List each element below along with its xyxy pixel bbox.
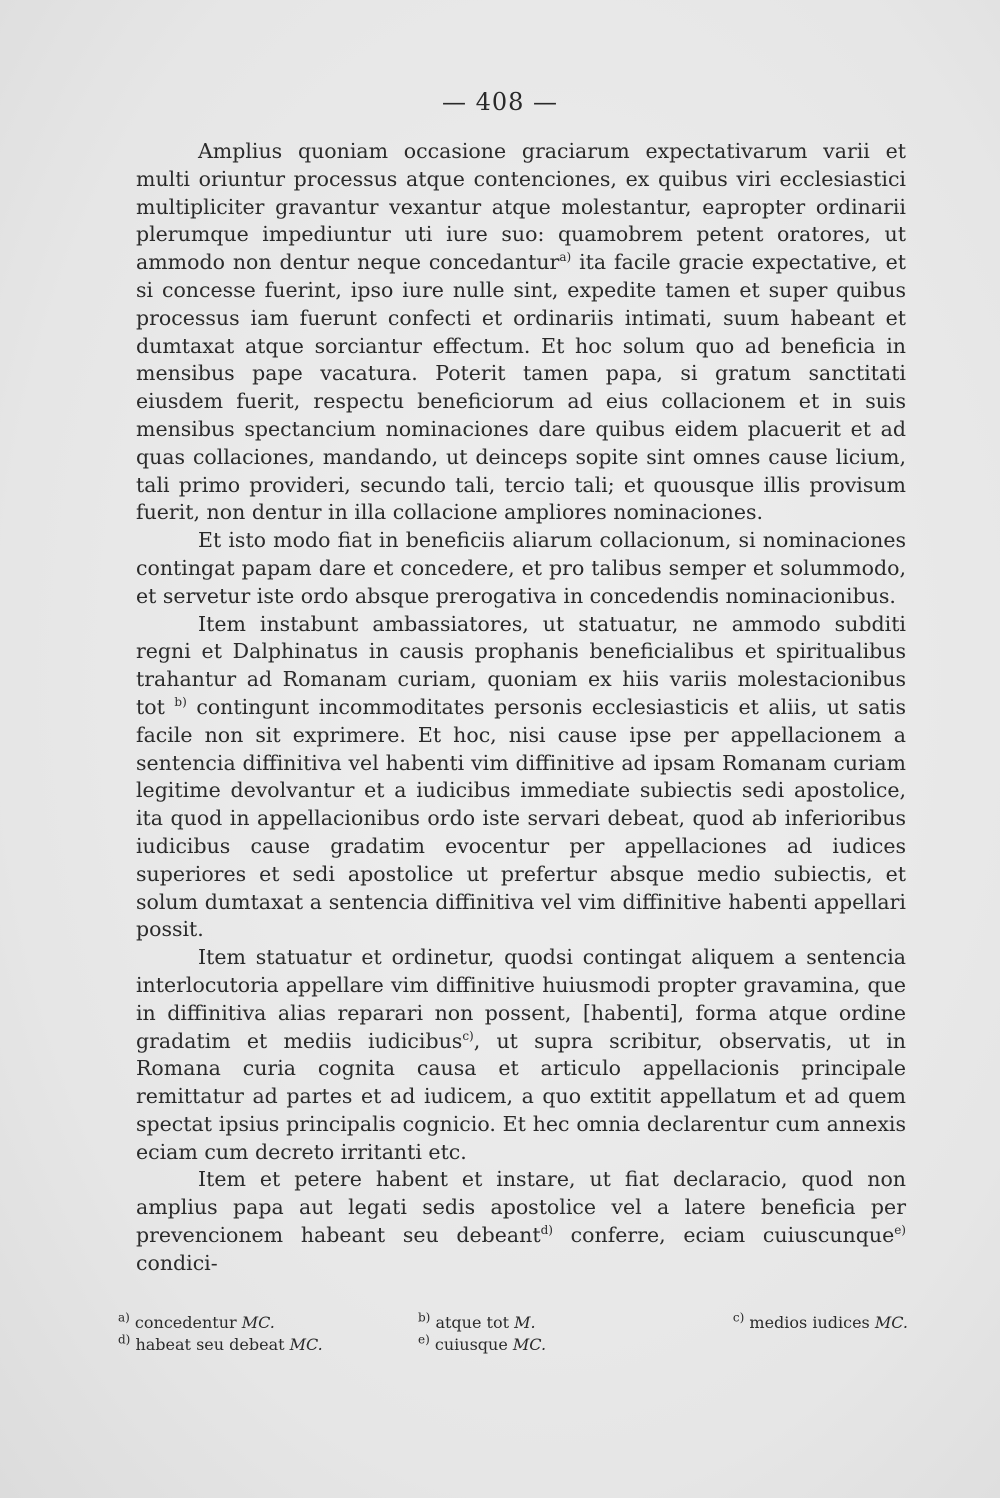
footnote (118, 1312, 418, 1334)
footnote (418, 1312, 658, 1334)
footnote-text: atque tot (430, 1313, 515, 1332)
page-number: — 408 — (441, 88, 559, 116)
text-run: Item et petere habent et instare, ut fiat declaracio, quod non amplius papa aut legati sedis apostolice vel a latere beneficia per prevencionem habeant seu debeant (136, 1167, 906, 1248)
footnote-text: medios iudices (744, 1313, 875, 1332)
footnote-reference: e) (894, 1223, 906, 1238)
footnote-siglum: MC. (874, 1313, 908, 1332)
text-run: Amplius quoniam occasione graciarum expectativarum varii et multi oriuntur processus atque contenciones, ex quibus viri ecclesiastici multipliciter gravantur vexantur atque molestantur, eapropter ordinarii plerumque impediuntur uti iure suo: quamobrem petent oratores, ut ammodo non dentur neque concedantur (136, 139, 906, 275)
text-run: Et isto modo fiat in beneficiis aliarum collacionum, si nominaciones contingat papam dare et concedere, et pro talibus semper et solummodo, et servetur iste ordo absque prerogativa in concedendis nominacionibus. (136, 528, 906, 608)
footnote-mark: b) (418, 1310, 431, 1325)
footnote-siglum: M. (514, 1313, 536, 1332)
footnote (118, 1334, 418, 1356)
footnote-siglum: MC. (289, 1335, 323, 1354)
text-run: condici- (136, 1250, 218, 1275)
footnote-reference: c) (462, 1028, 474, 1043)
paragraph (136, 944, 906, 1166)
footnote-text: cuiusque (429, 1335, 513, 1354)
footnote-mark: a) (118, 1310, 130, 1325)
footnote-mark: e) (418, 1332, 430, 1347)
footnote-reference: a) (559, 250, 572, 265)
paragraph (136, 611, 906, 945)
text-run: contingunt incommoditates personis ecclesiasticis et aliis, ut satis facile non sit exprimere. Et hoc, nisi cause ipse per appellacionem a sentencia diffinitiva vel habenti vim diffinitive ad ipsam Romanam curiam legitime devolvantur et a iudicibus immediate subiectis sedi apostolice, ita quod in appellacionibus ordo iste servari debeat, quod ab inferioribus iudicibus cause gradatim evocentur per appellaciones ad iudices superiores et sedi apostolice ut prefertur absque medio subiectis, et solum dumtaxat a sentencia diffinitiva vel vim diffinitive habenti appellari possit. (136, 694, 906, 942)
footnote-siglum: MC. (241, 1313, 275, 1332)
paragraph (136, 138, 906, 527)
footnote (658, 1312, 908, 1334)
footnotes (118, 1312, 908, 1356)
text-run: Item instabunt ambassiatores, ut statuatur, ne ammodo subditi regni et Dalphinatus in causis prophanis beneficialibus et spiritualibus trahantur ad Romanam curiam, quoniam ex hiis variis molestacionibus tot (136, 611, 906, 719)
footnote-row (118, 1334, 908, 1356)
paragraph (136, 1166, 906, 1277)
body-text (136, 138, 906, 1278)
footnote (418, 1334, 658, 1356)
footnote-reference: b) (174, 695, 187, 710)
paragraph (136, 527, 906, 610)
footnote-mark: d) (118, 1332, 131, 1347)
footnote-reference: d) (540, 1223, 553, 1238)
footnote-text: concedentur (129, 1313, 242, 1332)
text-run: , ut supra scribitur, observatis, ut in Romana curia cognita causa et articulo appellacionis principale remittatur ad partes et ad iudicem, a quo extitit appellatum et ad quem spectat ipsius principalis cognicio. Et hec omnia declarentur cum annexis eciam cum decreto irritanti etc. (136, 1028, 907, 1164)
footnote-siglum: MC. (512, 1335, 547, 1354)
footnote-text: habeat seu debeat (130, 1335, 290, 1354)
footnote-row (118, 1312, 908, 1334)
text-run: Item statuatur et ordinetur, quodsi contingat aliquem a sentencia interlocutoria appellare vim diffinitive huiusmodi propter gravamina, que in diffinitiva alias reparari non possent, [habenti], forma atque ordine gradatim et mediis iudicibus (136, 945, 906, 1053)
text-run: conferre, eciam cuiuscunque (552, 1223, 895, 1248)
text-run: ita facile gracie expectative, et si concesse fuerint, ipso iure nulle sint, expedite tamen et super quibus processus iam fuerunt confecti et ordinariis intimati, suum habeant et dumtaxat atque sorciantur effectum. Et hoc solum quo ad beneficia in mensibus pape vacatura. Poterit tamen papa, si gratum sanctitati eiusdem fuerit, respectu beneficiorum ad eius collacionem et in suis mensibus spectancium nominaciones dare quibus eidem placuerit et ad quas collaciones, mandando, ut deinceps sopite sint omnes cause licium, tali primo provideri, secundo tali, tercio tali; et quousque illis provisum fuerit, non dentur in illa collacione ampliores nominaciones. (136, 250, 907, 525)
footnote-mark: c) (732, 1310, 745, 1325)
